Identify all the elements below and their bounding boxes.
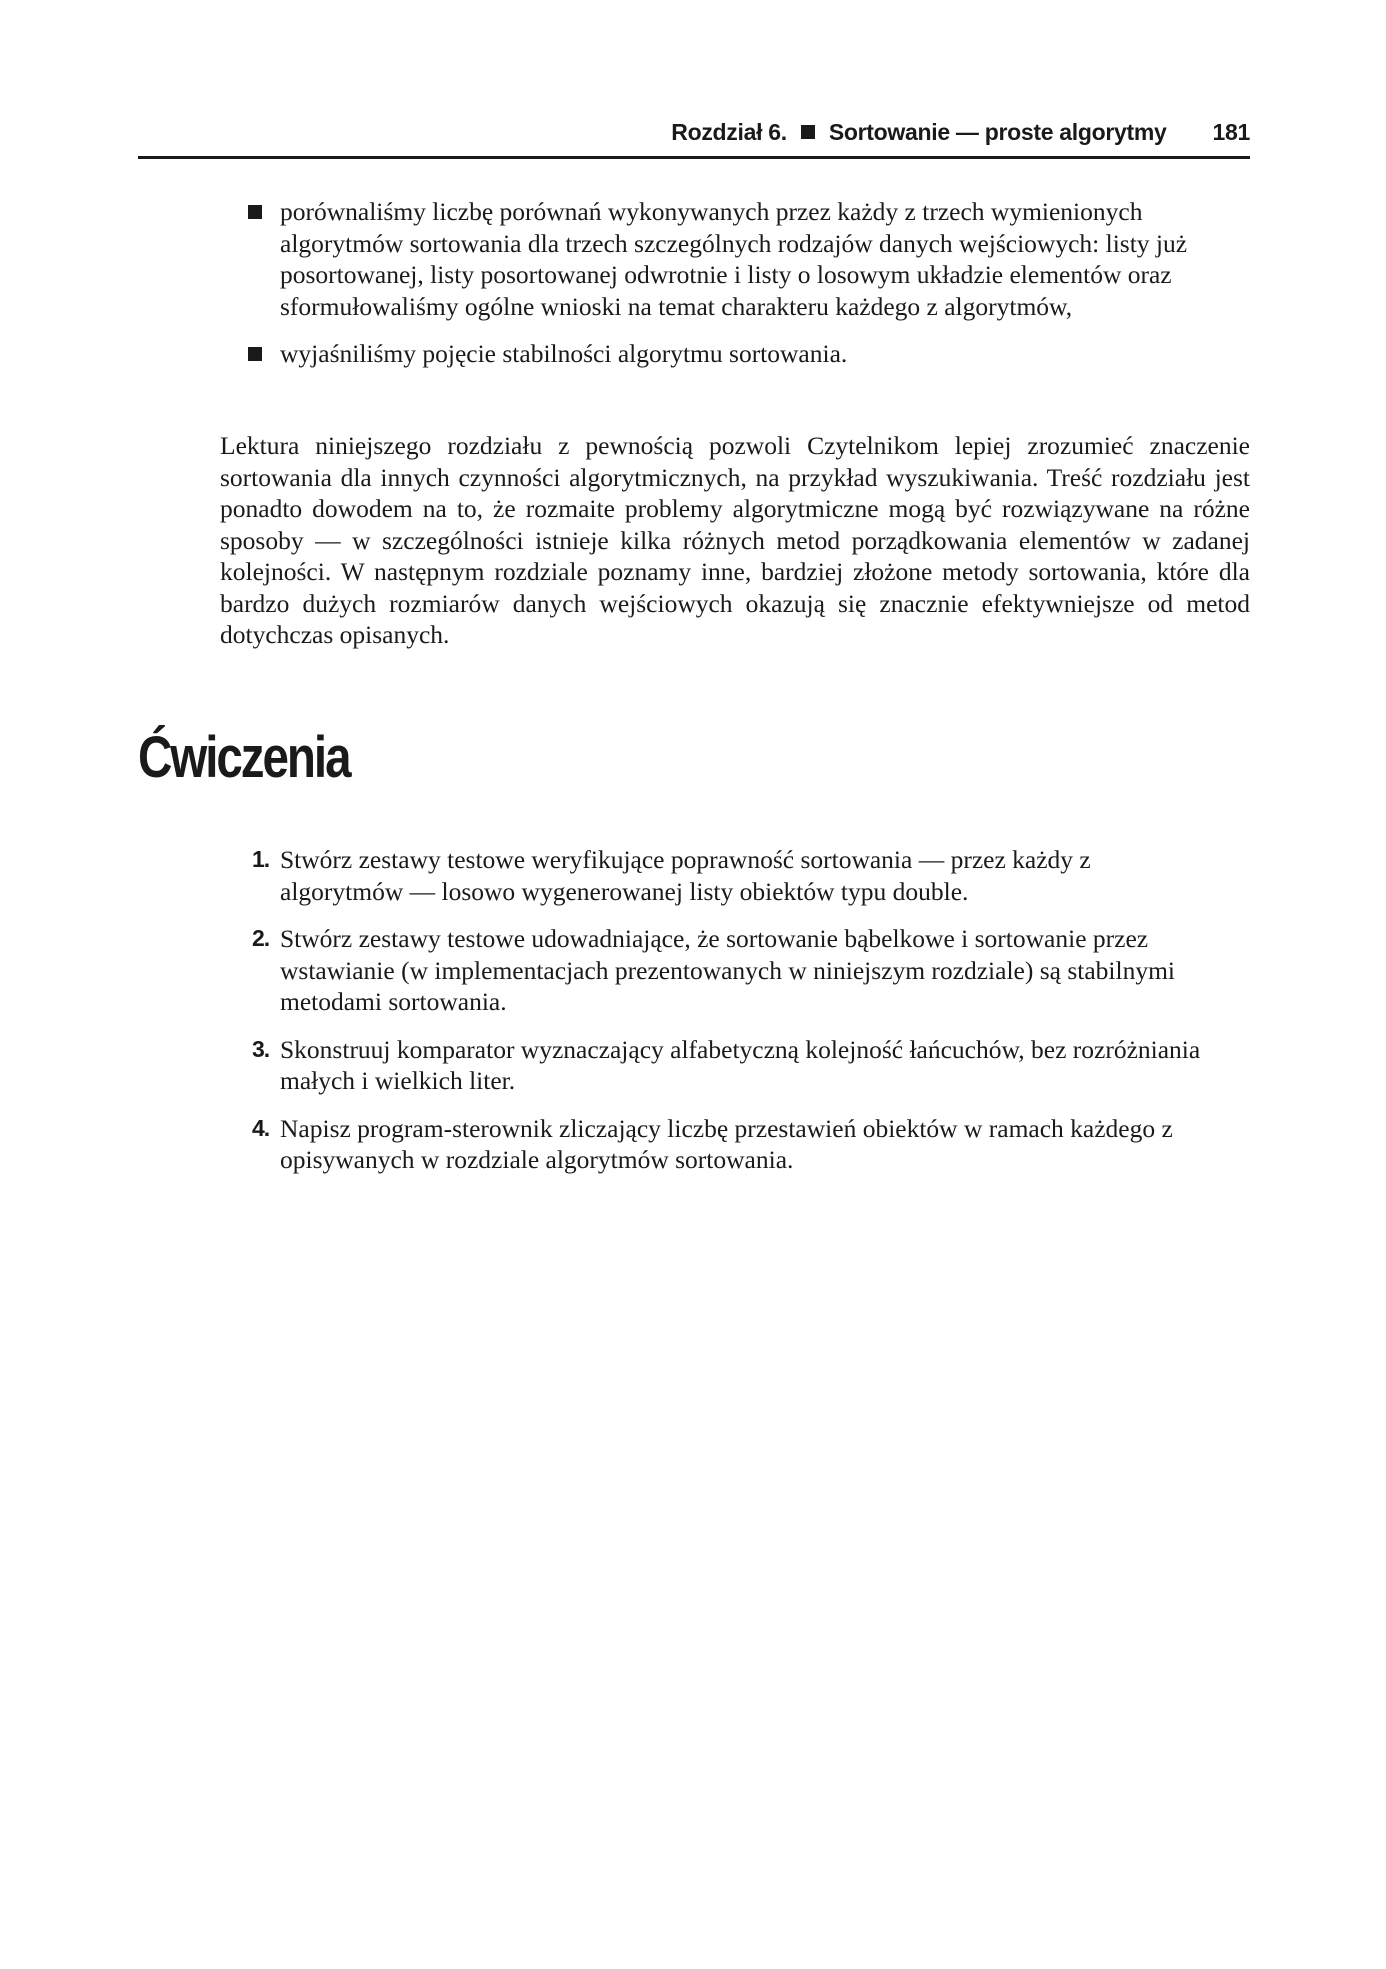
exercise-text: Skonstruuj komparator wyznaczający alfabetyczną kolejność łańcuchów, bez rozróżniania małych i wielkich liter.	[280, 1034, 1201, 1095]
exercise-number: 2.	[252, 925, 270, 951]
summary-paragraph: Lektura niniejszego rozdziału z pewnością pozwoli Czytelnikom lepiej zrozumieć znaczenie sortowania dla innych czynności algorytmicznych, na przykład wyszukiwania. Treść rozdziału jest ponadto dowodem na to, że rozmaite problemy algorytmiczne mogą być rozwiązywane na różne sposoby — w szczególności istnieje kilka różnych metod porządkowania elementów w zadanej kolejności. W następnym rozdziale poznamy inne, bardziej złożone metody sortowania, które dla bardzo dużych rozmiarów danych wejściowych okazują się znacznie efektywniejsze od metod dotychczas opisanych.	[220, 431, 1250, 649]
exercise-text: Stwórz zestawy testowe weryfikujące poprawność sortowania — przez każdy z algorytmów — losowo wygenerowanej listy obiektów typu double.	[280, 845, 1091, 906]
exercise-item	[248, 923, 1208, 1018]
exercise-number: 1.	[252, 846, 270, 872]
bullet-text: wyjaśniliśmy pojęcie stabilności algorytmu sortowania.	[280, 339, 848, 368]
bullet-text: porównaliśmy liczbę porównań wykonywanych przez każdy z trzech wymienionych algorytmów sortowania dla trzech szczególnych rodzajów danych wejściowych: listy już posortowanej, listy posortowanej odwrotnie i listy o losowym układzie elementów oraz sformułowaliśmy ogólne wnioski na temat charakteru każdego z algorytmów,	[280, 197, 1188, 321]
bullet-square-icon	[248, 347, 262, 361]
header-square-icon	[801, 125, 815, 139]
exercise-text: Napisz program-sterownik zliczający liczbę przestawień obiektów w ramach każdego z opisywanych w rozdziale algorytmów sortowania.	[280, 1113, 1173, 1174]
bullet-item	[248, 196, 1208, 322]
section-title: Ćwiczenia	[138, 725, 350, 790]
bullet-square-icon	[248, 205, 262, 219]
page-number: 181	[1212, 118, 1250, 145]
exercise-item	[248, 1034, 1208, 1097]
summary-bullet-list	[248, 196, 1208, 386]
exercise-number: 3.	[252, 1035, 270, 1062]
exercise-text: Stwórz zestawy testowe udowadniające, że sortowanie bąbelkowe i sortowanie przez wstawianie (w implementacjach prezentowanych w niniejszym rozdziale) są stabilnymi metodami sortowania.	[280, 924, 1176, 1016]
header-chapter: Rozdział 6.	[671, 118, 787, 145]
exercise-list	[248, 844, 1208, 1192]
exercise-number: 4.	[252, 1114, 270, 1141]
exercise-item	[248, 1113, 1208, 1176]
running-header	[138, 108, 1250, 159]
header-title: Sortowanie — proste algorytmy	[828, 118, 1167, 145]
bullet-item	[248, 338, 1208, 370]
exercise-item	[248, 844, 1208, 907]
